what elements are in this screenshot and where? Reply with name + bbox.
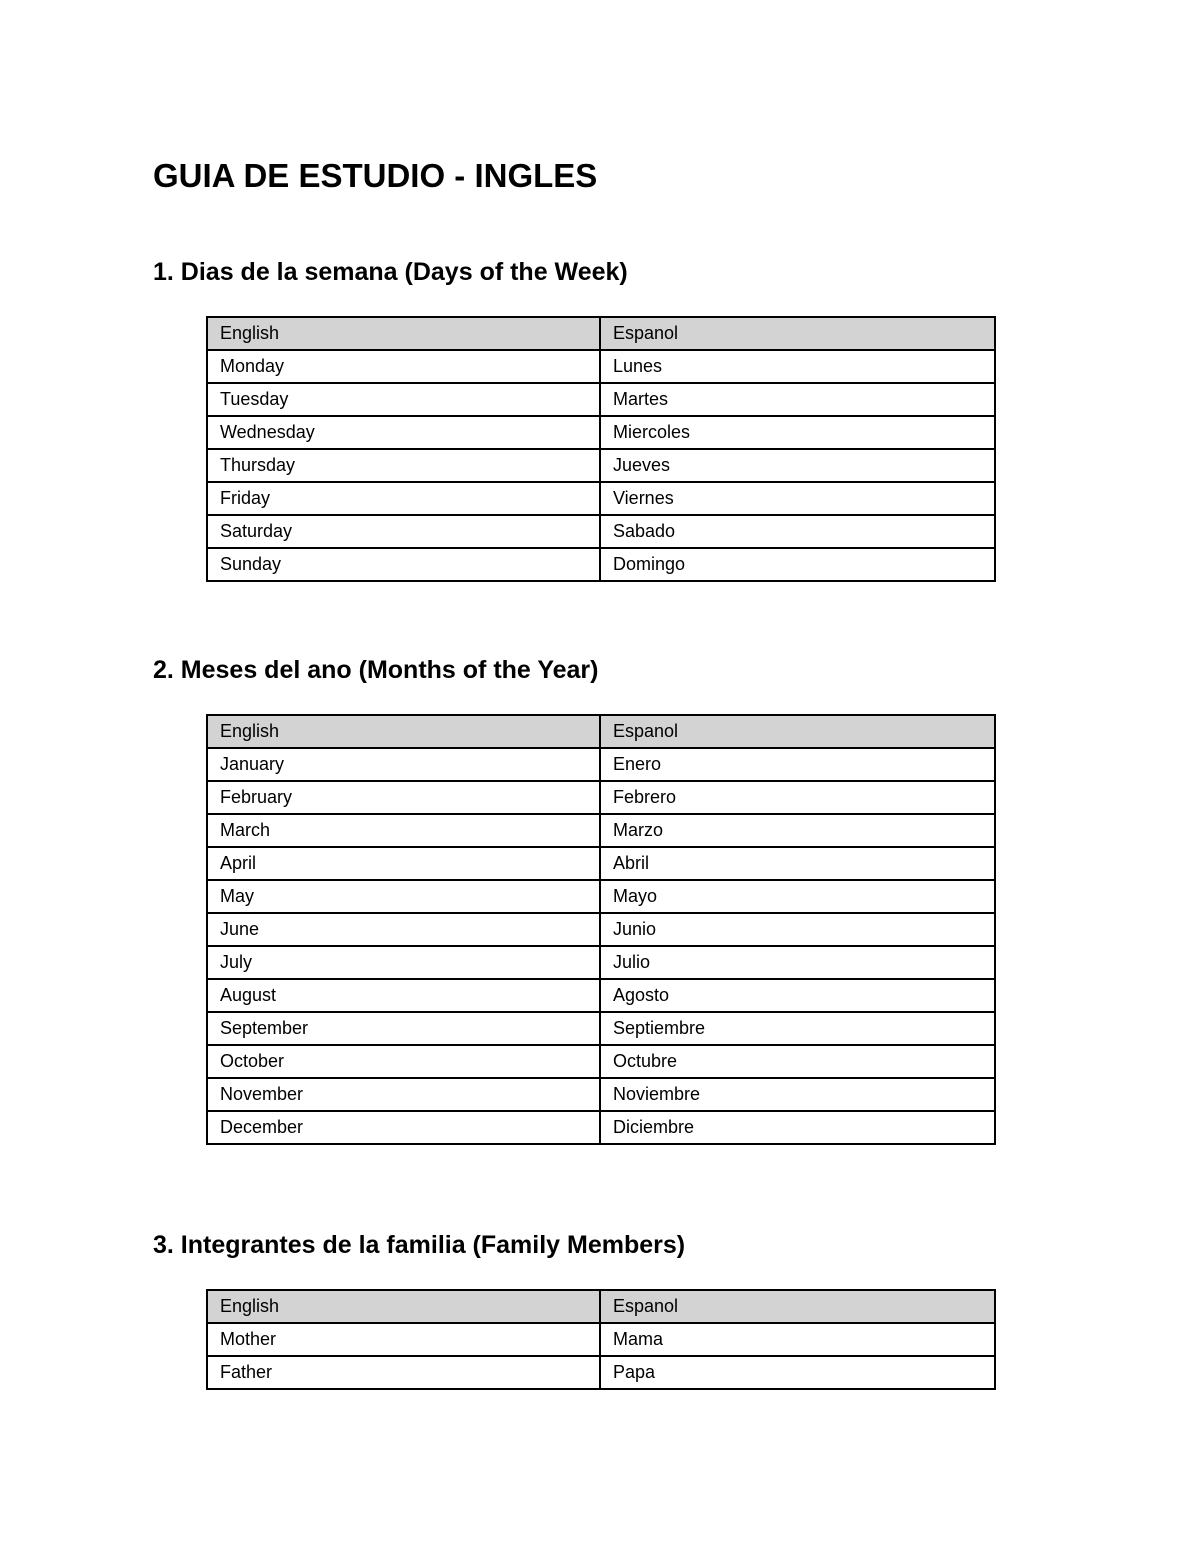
english-cell: August — [207, 979, 600, 1012]
english-cell: Saturday — [207, 515, 600, 548]
espanol-cell: Enero — [600, 748, 995, 781]
english-cell: January — [207, 748, 600, 781]
table-row — [207, 515, 995, 548]
column-header-espanol: Espanol — [600, 715, 995, 748]
table-header-row — [207, 317, 995, 350]
english-cell: April — [207, 847, 600, 880]
months-of-year-table — [206, 714, 996, 1145]
english-cell: February — [207, 781, 600, 814]
section-heading-months-of-year: 2. Meses del ano (Months of the Year) — [153, 656, 599, 684]
espanol-cell: Junio — [600, 913, 995, 946]
section-heading-days-of-week: 1. Dias de la semana (Days of the Week) — [153, 258, 628, 286]
table-row — [207, 946, 995, 979]
english-cell: May — [207, 880, 600, 913]
column-header-english: English — [207, 1290, 600, 1323]
espanol-cell: Julio — [600, 946, 995, 979]
espanol-cell: Viernes — [600, 482, 995, 515]
english-cell: June — [207, 913, 600, 946]
espanol-cell: Miercoles — [600, 416, 995, 449]
table-header-row — [207, 715, 995, 748]
english-cell: September — [207, 1012, 600, 1045]
english-cell: Wednesday — [207, 416, 600, 449]
espanol-cell: Mayo — [600, 880, 995, 913]
table-row — [207, 847, 995, 880]
espanol-cell: Sabado — [600, 515, 995, 548]
english-cell: Monday — [207, 350, 600, 383]
espanol-cell: Febrero — [600, 781, 995, 814]
table-header-row — [207, 1290, 995, 1323]
english-cell: Thursday — [207, 449, 600, 482]
table-row — [207, 979, 995, 1012]
espanol-cell: Lunes — [600, 350, 995, 383]
table-row — [207, 748, 995, 781]
table-row — [207, 1078, 995, 1111]
english-cell: Mother — [207, 1323, 600, 1356]
table-row — [207, 416, 995, 449]
espanol-cell: Domingo — [600, 548, 995, 581]
table-row — [207, 880, 995, 913]
days-of-week-table — [206, 316, 996, 582]
english-cell: December — [207, 1111, 600, 1144]
espanol-cell: Papa — [600, 1356, 995, 1389]
english-cell: October — [207, 1045, 600, 1078]
espanol-cell: Noviembre — [600, 1078, 995, 1111]
english-cell: Tuesday — [207, 383, 600, 416]
espanol-cell: Agosto — [600, 979, 995, 1012]
table-row — [207, 383, 995, 416]
english-cell: November — [207, 1078, 600, 1111]
table-row — [207, 1111, 995, 1144]
column-header-english: English — [207, 317, 600, 350]
page-title: GUIA DE ESTUDIO - INGLES — [153, 157, 598, 194]
espanol-cell: Diciembre — [600, 1111, 995, 1144]
espanol-cell: Septiembre — [600, 1012, 995, 1045]
table-row — [207, 1323, 995, 1356]
espanol-cell: Octubre — [600, 1045, 995, 1078]
table-row — [207, 1356, 995, 1389]
column-header-english: English — [207, 715, 600, 748]
table-row — [207, 449, 995, 482]
table-row — [207, 913, 995, 946]
espanol-cell: Marzo — [600, 814, 995, 847]
espanol-cell: Mama — [600, 1323, 995, 1356]
table-body — [207, 350, 995, 581]
table-row — [207, 1012, 995, 1045]
table-row — [207, 482, 995, 515]
espanol-cell: Abril — [600, 847, 995, 880]
family-members-table — [206, 1289, 996, 1390]
english-cell: Friday — [207, 482, 600, 515]
english-cell: July — [207, 946, 600, 979]
table-row — [207, 1045, 995, 1078]
table-row — [207, 350, 995, 383]
column-header-espanol: Espanol — [600, 317, 995, 350]
column-header-espanol: Espanol — [600, 1290, 995, 1323]
table-row — [207, 814, 995, 847]
english-cell: Sunday — [207, 548, 600, 581]
table-row — [207, 548, 995, 581]
table-body — [207, 748, 995, 1144]
table-body — [207, 1323, 995, 1389]
espanol-cell: Martes — [600, 383, 995, 416]
english-cell: March — [207, 814, 600, 847]
espanol-cell: Jueves — [600, 449, 995, 482]
table-row — [207, 781, 995, 814]
english-cell: Father — [207, 1356, 600, 1389]
section-heading-family-members: 3. Integrantes de la familia (Family Members) — [153, 1231, 686, 1259]
